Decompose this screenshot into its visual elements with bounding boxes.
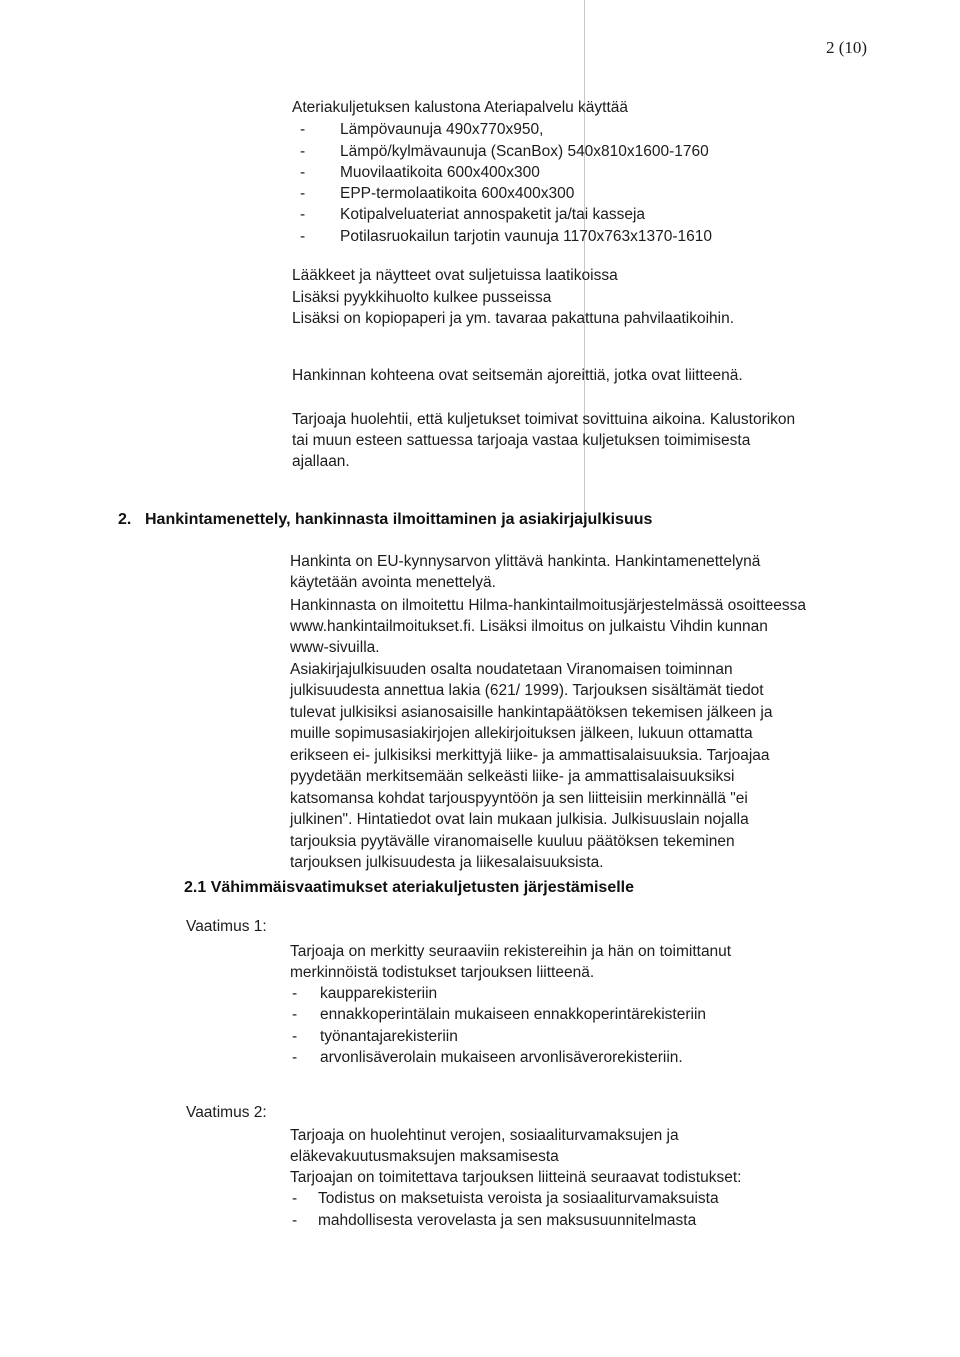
list-dash: - [292, 1028, 298, 1045]
list-item: kaupparekisteriin [320, 985, 438, 1002]
section2-line: www-sivuilla. [290, 639, 380, 656]
list-dash: - [292, 1212, 298, 1229]
list-item: Potilasruokailun tarjotin vaunuja 1170x763x1370-1610 [340, 228, 712, 245]
requirement-line: Tarjoaja on merkitty seuraaviin rekistereihin ja hän on toimittanut [290, 943, 732, 960]
section2-line: pyydetään merkitsemään selkeästi liike- ja ammattisalaisuuksiksi [290, 768, 735, 785]
section2-line: käytetään avointa menettelyä. [290, 574, 496, 591]
section2-line: tulevat julkisiksi asianosaisille hankintapäätöksen tekemisen jälkeen ja [290, 704, 773, 721]
section2-line: Hankinta on EU-kynnysarvon ylittävä hankinta. Hankintamenettelynä [290, 553, 761, 570]
list-dash: - [300, 143, 306, 160]
supplier-duty-line: ajallaan. [292, 453, 350, 470]
note-line: Lisäksi on kopiopaperi ja ym. tavaraa pakattuna pahvilaatikoihin. [292, 310, 735, 327]
section-heading: Hankintamenettely, hankinnasta ilmoittaminen ja asiakirjajulkisuus [145, 511, 653, 528]
list-dash: - [292, 1190, 298, 1207]
section2-line: Asiakirjajulkisuuden osalta noudatetaan Viranomaisen toiminnan [290, 661, 733, 678]
supplier-duty-line: Tarjoaja huolehtii, että kuljetukset toimivat sovittuina aikoina. Kalustorikon [292, 411, 796, 428]
intro-title: Ateriakuljetuksen kalustona Ateriapalvelu käyttää [292, 99, 629, 116]
list-dash: - [300, 228, 306, 245]
section2-line: tarjouksia pyytävälle viranomaiselle kuuluu päätöksen tekeminen [290, 833, 735, 850]
section-number: 2. [118, 511, 132, 528]
list-dash: - [292, 1049, 298, 1066]
section2-line: julkinen". Hintatiedot ovat lain mukaan julkisia. Julkisuuslain nojalla [290, 811, 749, 828]
requirement-label: Vaatimus 2: [186, 1104, 267, 1121]
section2-line: tarjouksen julkisuudesta ja liikesalaisuuksista. [290, 854, 604, 871]
requirement-line: eläkevakuutusmaksujen maksamisesta [290, 1148, 559, 1165]
note-line: Lääkkeet ja näytteet ovat suljetuissa laatikoissa [292, 267, 618, 284]
page-number: 2 (10) [826, 38, 868, 57]
section2-line: julkisuudesta annettua lakia (621/ 1999). Tarjouksen sisältämät tiedot [290, 682, 764, 699]
requirement-line: merkinnöistä todistukset tarjouksen liitteenä. [290, 964, 595, 981]
list-dash: - [292, 1006, 298, 1023]
routes-paragraph: Hankinnan kohteena ovat seitsemän ajoreittiä, jotka ovat liitteenä. [292, 367, 743, 384]
section2-line: muille sopimusasiakirjojen allekirjoituksen jälkeen, lukuun ottamatta [290, 725, 753, 742]
list-item: EPP-termolaatikoita 600x400x300 [340, 185, 575, 202]
supplier-duty-line: tai muun esteen sattuessa tarjoaja vastaa kuljetuksen toimimisesta [292, 432, 751, 449]
section2-line: www.hankintailmoitukset.fi. Lisäksi ilmoitus on julkaistu Vihdin kunnan [290, 618, 768, 635]
list-item: Lämpö/kylmävaunuja (ScanBox) 540x810x1600-1760 [340, 143, 709, 160]
list-dash: - [300, 164, 306, 181]
list-item: työnantajarekisteriin [320, 1028, 458, 1045]
list-dash: - [300, 206, 306, 223]
requirement-line: Tarjoaja on huolehtinut verojen, sosiaaliturvamaksujen ja [290, 1127, 679, 1144]
list-item: Todistus on maksetuista veroista ja sosiaaliturvamaksuista [318, 1190, 719, 1207]
list-dash: - [300, 185, 306, 202]
list-item: Kotipalveluateriat annospaketit ja/tai kasseja [340, 206, 646, 223]
list-item: arvonlisäverolain mukaiseen arvonlisäverorekisteriin. [320, 1049, 683, 1066]
requirement-line: Tarjoajan on toimitettava tarjouksen liitteinä seuraavat todistukset: [290, 1169, 742, 1186]
section2-line: katsomansa kohdat tarjouspyyntöön ja sen liitteisiin merkinnällä "ei [290, 790, 748, 807]
list-dash: - [300, 121, 306, 138]
section2-line: erikseen ei- julkisiksi merkittyjä liike- ja ammattisalaisuuksia. Tarjoajaa [290, 747, 770, 764]
list-item: mahdollisesta verovelasta ja sen maksusuunnitelmasta [318, 1212, 697, 1229]
list-item: Lämpövaunuja 490x770x950, [340, 121, 544, 138]
section2-line: Hankinnasta on ilmoitettu Hilma-hankintailmoitusjärjestelmässä osoitteessa [290, 597, 807, 614]
requirement-label: Vaatimus 1: [186, 918, 267, 935]
list-dash: - [292, 985, 298, 1002]
note-line: Lisäksi pyykkihuolto kulkee pusseissa [292, 289, 552, 306]
list-item: Muovilaatikoita 600x400x300 [340, 164, 540, 181]
subsection-heading: 2.1 Vähimmäisvaatimukset ateriakuljetusten järjestämiselle [184, 879, 635, 896]
list-item: ennakkoperintälain mukaiseen ennakkoperintärekisteriin [320, 1006, 707, 1023]
